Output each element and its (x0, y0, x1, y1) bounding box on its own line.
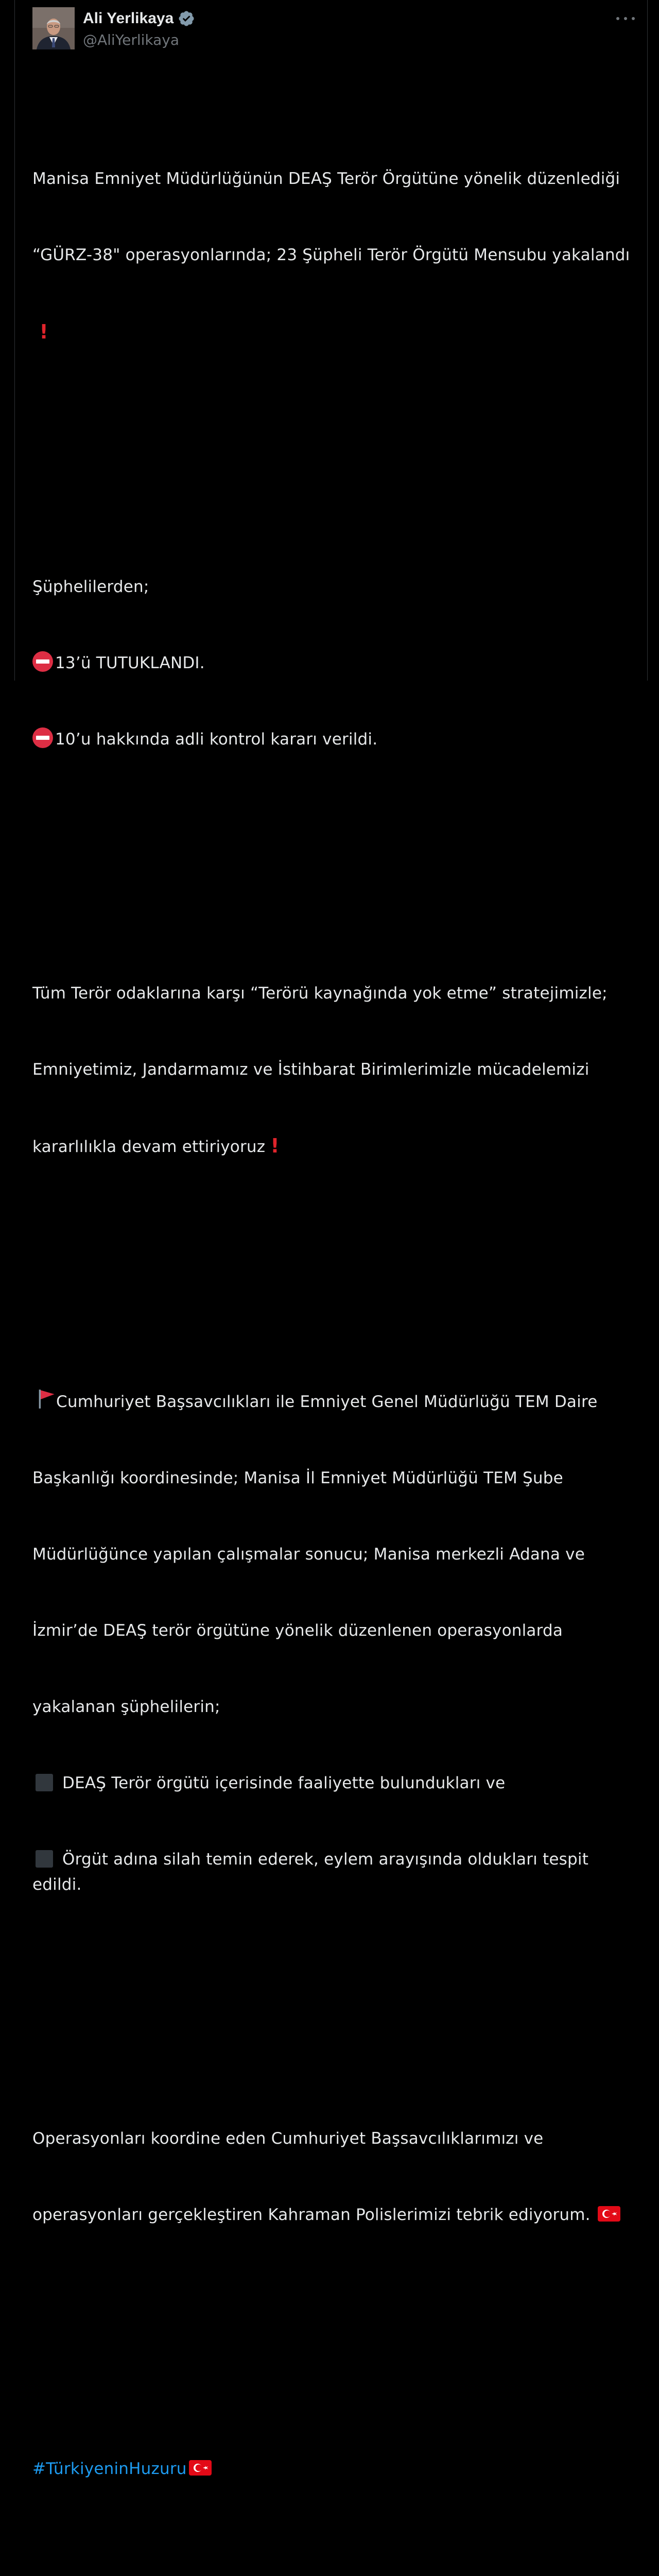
text-span: kararlılıkla devam ettiriyoruz (32, 1138, 271, 1157)
text-span: 10’u hakkında adli kontrol kararı verildi. (55, 730, 378, 749)
tweet-text (32, 65, 640, 2576)
text-line: Manisa Emniyet Müdürlüğünün DEAŞ Terör Örgütüne yönelik düzenlediği (32, 170, 620, 189)
paragraph-operation (32, 1338, 640, 1948)
paragraph-suspects (32, 523, 640, 803)
text-line (32, 1847, 640, 1898)
text-line (32, 727, 640, 752)
red-exclamation-icon: ! (270, 1134, 280, 1158)
text-line (32, 2456, 640, 2482)
no-entry-icon (32, 651, 53, 672)
text-line: yakalanan şüphelilerin; (32, 1698, 220, 1716)
text-line (32, 1771, 640, 1796)
text-line: Şüphelilerden; (32, 577, 149, 596)
black-square-icon (36, 1774, 53, 1791)
text-span: Cumhuriyet Başsavcılıkları ile Emniyet Genel Müdürlüğü TEM Daire (56, 1393, 598, 1412)
red-exclamation-icon: ! (32, 320, 48, 343)
black-square-icon (36, 1850, 53, 1868)
verified-badge-icon[interactable] (178, 10, 195, 27)
text-line (32, 2202, 640, 2228)
text-line: Müdürlüğünce yapılan çalışmalar sonucu; Manisa merkezli Adana ve (32, 1545, 585, 1564)
text-line: Başkanlığı koordinesinde; Manisa İl Emniyet Müdürlüğü TEM Şube (32, 1469, 563, 1488)
more-horizontal-icon[interactable] (616, 11, 635, 26)
tweet-card (14, 0, 648, 2478)
paragraph-strategy (32, 930, 640, 1211)
text-span: Örgüt adına silah temin ederek, eylem arayışında oldukları tespit edildi. (32, 1850, 594, 1894)
text-span: operasyonları gerçekleştiren Kahraman Polislerimizi tebrik ediyorum. (32, 2205, 596, 2224)
text-line: Tüm Terör odaklarına karşı “Terörü kaynağında yok etme” stratejimizle; (32, 984, 608, 1003)
text-line (32, 651, 640, 676)
turkey-flag-icon (598, 2204, 620, 2219)
display-name[interactable]: Ali Yerlikaya (83, 10, 174, 27)
text-span: DEAŞ Terör örgütü içerisinde faaliyette bulundukları ve (62, 1773, 506, 1792)
text-span: 13’ü TUTUKLANDI. (55, 653, 205, 672)
text-line: Emniyetimiz, Jandarmamız ve İstihbarat Birimlerimizle mücadelemizi (32, 1060, 589, 1079)
author-handle[interactable]: @AliYerlikaya (83, 31, 180, 48)
hashtag-link[interactable]: #TürkiyeninHuzuru (32, 2459, 187, 2478)
paragraph-hashtag (32, 2405, 640, 2532)
no-entry-icon (32, 727, 53, 748)
paragraph-congrats (32, 2075, 640, 2278)
text-line: “GÜRZ-38" operasyonlarında; 23 Şüpheli Terör Örgütü Mensubu yakalandı (32, 246, 630, 265)
avatar[interactable] (32, 7, 75, 49)
text-line: Operasyonları koordine eden Cumhuriyet Başsavcılıklarımızı ve (32, 2129, 544, 2148)
turkey-flag-icon (189, 2458, 212, 2473)
text-line (32, 1133, 640, 1160)
author-name-line (83, 9, 195, 28)
triangular-flag-icon (36, 1388, 56, 1409)
paragraph-announcement (32, 116, 640, 397)
text-line (32, 1388, 640, 1415)
text-line: İzmir’de DEAŞ terör örgütüne yönelik düzenlenen operasyonlarda (32, 1621, 563, 1640)
avatar-image (32, 7, 75, 49)
text-line (32, 319, 640, 346)
